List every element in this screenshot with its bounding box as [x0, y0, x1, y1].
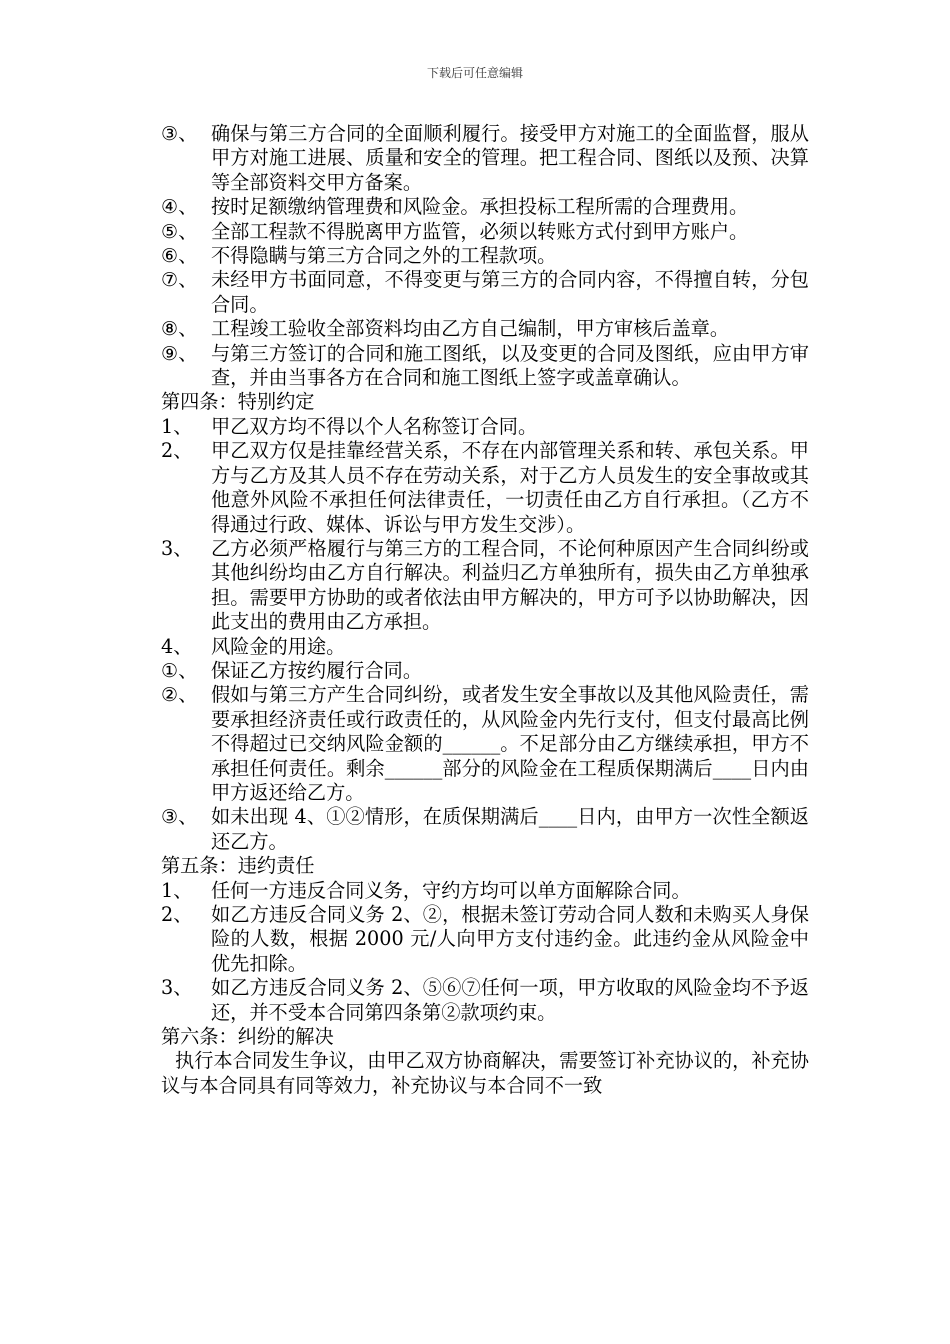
- list-item: [161, 683, 809, 805]
- paragraph: 执行本合同发生争议，由甲乙双方协商解决，需要签订补充协议的，补充协议与本合同具有同等效力，补充协议与本合同不一致: [161, 1049, 809, 1097]
- item-marker: 3、: [161, 536, 205, 560]
- item-text: 如乙方违反合同义务 2、②，根据未签订劳动合同人数和未购买人身保险的人数，根据 2000 元/人向甲方支付违约金。此违约金从风险金中优先扣除。: [211, 903, 809, 975]
- item-marker: ⑨、: [161, 341, 204, 365]
- item-text: 未经甲方书面同意，不得变更与第三方的合同内容，不得擅自转，分包合同。: [211, 268, 809, 316]
- list-item: [161, 879, 809, 903]
- item-marker: 2、: [161, 903, 205, 926]
- item-marker: ①、: [161, 658, 204, 682]
- item-marker: ⑤、: [161, 219, 204, 243]
- section-heading: 第四条：特别约定: [161, 390, 315, 414]
- list-item: [161, 415, 809, 439]
- document-body: [161, 122, 809, 1098]
- item-text: 按时足额缴纳管理费和风险金。承担投标工程所需的合理费用。: [211, 195, 749, 219]
- item-marker: ③、: [161, 122, 204, 145]
- item-marker: ②、: [161, 683, 204, 707]
- item-marker: 4、: [161, 634, 205, 658]
- list-item: [161, 317, 809, 341]
- item-marker: 1、: [161, 414, 205, 438]
- list-item: [161, 659, 809, 683]
- item-text: 假如与第三方产生合同纠纷，或者发生安全事故以及其他风险责任，需要承担经济责任或行政责任的，从风险金内先行支付，但支付最高比例不得超过已交纳风险金额的______。不足部分由乙方继续承担，甲方不承担任何责任。剩余______部分的风险金在工程质保期满后____日内由甲方返还给乙方。: [211, 683, 809, 804]
- item-text: 甲乙双方均不得以个人名称签订合同。: [211, 414, 538, 438]
- item-marker: ④、: [161, 195, 204, 219]
- item-marker: ③、: [161, 805, 204, 829]
- list-item: [161, 342, 809, 391]
- item-marker: ⑧、: [161, 317, 204, 341]
- item-marker: 3、: [161, 976, 205, 1000]
- list-item: [161, 268, 809, 317]
- list-item: [161, 244, 809, 268]
- item-text: 甲乙双方仅是挂靠经营关系，不存在内部管理关系和转、承包关系。甲方与乙方及其人员不存在劳动关系，对于乙方人员发生的安全事故或其他意外风险不承担任何法律责任，一切责任由乙方自行承担。（乙方不得通过行政、媒体、诉讼与甲方发生交涉）。: [211, 439, 809, 536]
- item-text: 任何一方违反合同义务，守约方均可以单方面解除合同。: [211, 878, 691, 902]
- list-item: [161, 903, 809, 976]
- section-heading: 第六条：纠纷的解决: [161, 1025, 334, 1049]
- list-item: [161, 805, 809, 854]
- item-text: 全部工程款不得脱离甲方监管，必须以转账方式付到甲方账户。: [211, 219, 749, 243]
- list-item: [161, 537, 809, 635]
- item-text: 保证乙方按约履行合同。: [211, 658, 423, 682]
- item-text: 确保与第三方合同的全面顺利履行。接受甲方对施工的全面监督，服从甲方对施工进展、质量和安全的管理。把工程合同、图纸以及预、决算等全部资料交甲方备案。: [211, 122, 809, 194]
- item-text: 不得隐瞒与第三方合同之外的工程款项。: [211, 244, 557, 268]
- page-header: 下载后可任意编辑: [426, 66, 523, 80]
- list-item: [161, 122, 809, 195]
- item-marker: 2、: [161, 439, 205, 463]
- list-item: [161, 976, 809, 1025]
- item-text: 风险金的用途。: [211, 634, 346, 658]
- item-text: 工程竣工验收全部资料均由乙方自己编制，甲方审核后盖章。: [211, 317, 730, 341]
- list-item: [161, 195, 809, 219]
- section-heading: 第五条：违约责任: [161, 854, 315, 878]
- item-text: 与第三方签订的合同和施工图纸，以及变更的合同及图纸，应由甲方审查，并由当事各方在合同和施工图纸上签字或盖章确认。: [211, 341, 809, 390]
- list-item: [161, 635, 809, 659]
- item-text: 如乙方违反合同义务 2、⑤⑥⑦任何一项，甲方收取的风险金均不予返还，并不受本合同第四条第②款项约束。: [211, 976, 809, 1024]
- item-text: 如未出现 4、①②情形，在质保期满后____日内，由甲方一次性全额返还乙方。: [211, 805, 809, 853]
- item-marker: ⑦、: [161, 268, 204, 292]
- item-marker: ⑥、: [161, 244, 204, 268]
- list-item: [161, 220, 809, 244]
- list-item: [161, 439, 809, 537]
- item-marker: 1、: [161, 878, 205, 902]
- item-text: 乙方必须严格履行与第三方的工程合同，不论何种原因产生合同纠纷或其他纠纷均由乙方自行解决。利益归乙方单独所有，损失由乙方单独承担。需要甲方协助的或者依法由甲方解决的，甲方可予以协助解决，因此支出的费用由乙方承担。: [211, 536, 809, 634]
